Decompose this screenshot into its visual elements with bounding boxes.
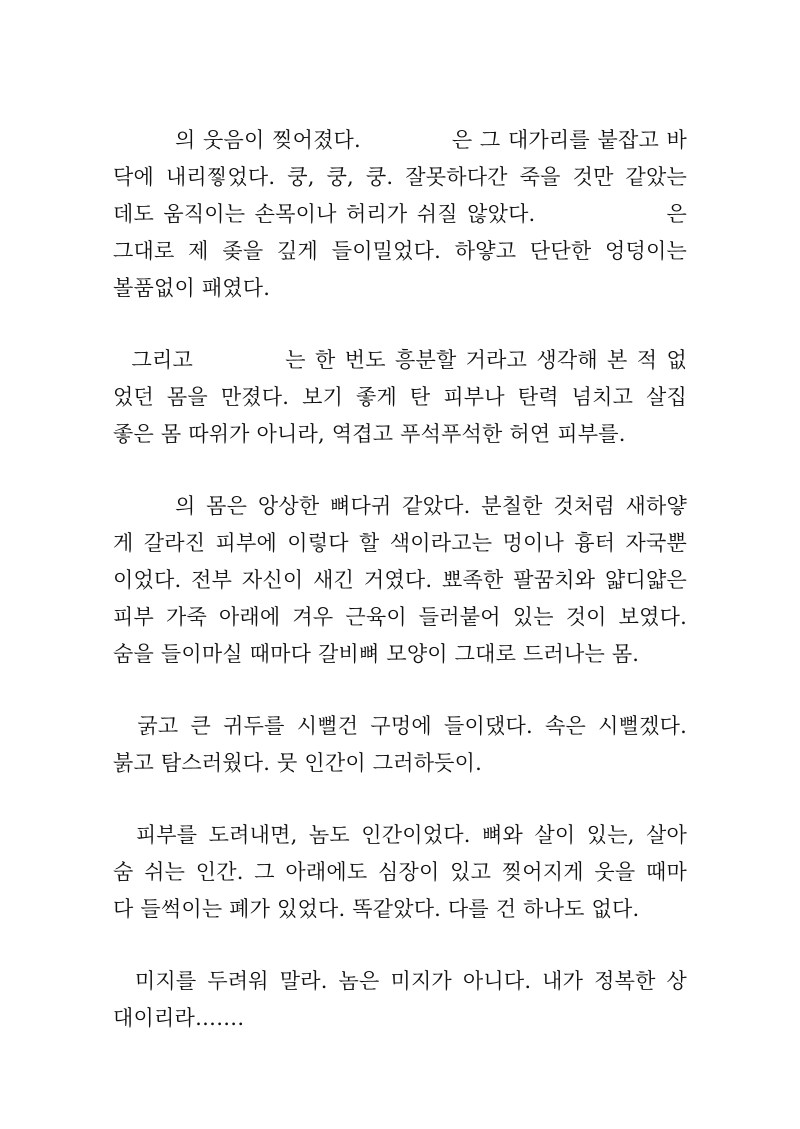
text-line: 닥에 내리찧었다. 쿵, 쿵, 쿵. 잘못하다간 죽을 것만 같았는 [113, 165, 687, 189]
paragraph-1 [113, 122, 687, 307]
text-line: 의 몸은 앙상한 뼈다귀 같았다. 분칠한 것처럼 새하얗 [175, 494, 687, 518]
text-line: 그대로 제 좆을 깊게 들이밀었다. 하얗고 단단한 엉덩이는 [113, 239, 687, 263]
paragraph-2 [113, 342, 687, 453]
text-line: 었던 몸을 만졌다. 보기 좋게 탄 피부나 탄력 넘치고 살집 [113, 385, 687, 409]
text-line: 대이리라……. [113, 1006, 245, 1030]
text-line: 붉고 탐스러웠다. 뭇 인간이 그러하듯이. [113, 751, 483, 775]
text-line: 이었다. 전부 자신이 새긴 거였다. 뾰족한 팔꿈치와 얇디얇은 [113, 568, 687, 592]
text-line: 좋은 몸 따위가 아니라, 역겹고 푸석푸석한 허연 피부를. [113, 422, 626, 446]
text-line: 피부를 도려내면, 놈도 인간이었다. 뼈와 살이 있는, 살아 [113, 823, 687, 847]
text-line: 게 갈라진 피부에 이렇다 할 색이라고는 멍이나 흉터 자국뿐 [113, 531, 687, 555]
text-line: 굵고 큰 귀두를 시뻘건 구멍에 들이댔다. 속은 시뻘겠다. [113, 714, 687, 738]
text-line: 피부 가죽 아래에 겨우 근육이 들러붙어 있는 것이 보였다. [113, 605, 687, 629]
paragraph-4 [113, 708, 687, 782]
paragraph-3 [113, 488, 687, 673]
text-line: 그리고 는 한 번도 흥분할 거라고 생각해 본 적 없 [113, 348, 687, 372]
text-line: 미지를 두려워 말라. 놈은 미지가 아니다. 내가 정복한 상 [113, 969, 687, 993]
text-line: 데도 움직이는 손목이나 허리가 쉬질 않았다. 은 [113, 202, 687, 226]
text-line: 의 웃음이 찢어졌다. 은 그 대가리를 붙잡고 바 [175, 128, 687, 152]
paragraph-5 [113, 817, 687, 928]
text-line: 숨을 들이마실 때마다 갈비뼈 모양이 그대로 드러나는 몸. [113, 642, 640, 666]
paragraph-6 [113, 963, 687, 1037]
text-line: 숨 쉬는 인간. 그 아래에도 심장이 있고 찢어지게 웃을 때마 [113, 860, 687, 884]
text-line: 볼품없이 패였다. [113, 276, 271, 300]
text-line: 다 들썩이는 폐가 있었다. 똑같았다. 다를 건 하나도 없다. [113, 897, 640, 921]
